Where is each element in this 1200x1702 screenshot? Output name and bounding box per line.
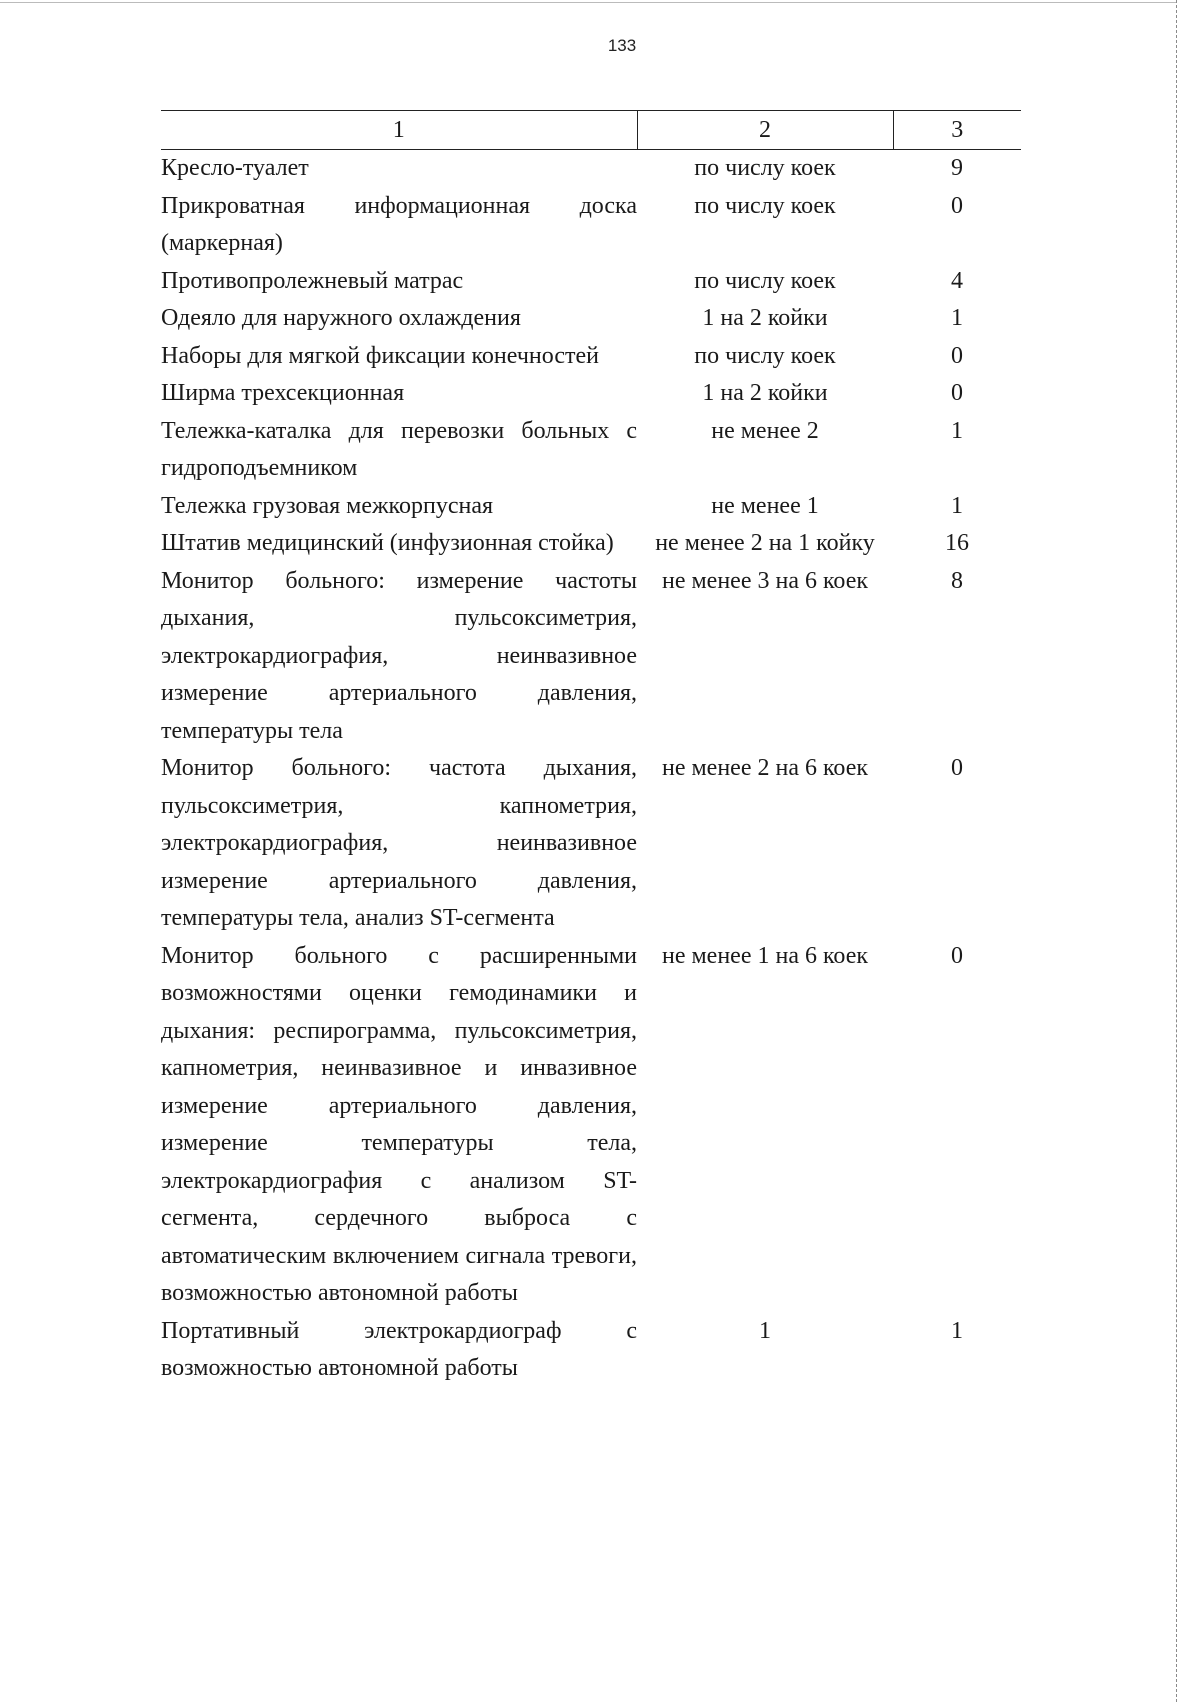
- equipment-name: Штатив медицинский (инфузионная стойка): [161, 530, 614, 556]
- equipment-quantity: 1: [951, 417, 963, 444]
- table-row: [161, 338, 1021, 376]
- equipment-name: Монитор больного: измерение частоты дыхания, пульсоксиметрия, электрокардиография, неинвазивное измерение артериального давления, температуры тела: [161, 567, 637, 744]
- equipment-norm: не менее 1: [711, 492, 819, 519]
- table-row: [161, 263, 1021, 301]
- equipment-norm: 1 на 2 койки: [702, 380, 828, 406]
- equipment-quantity: 16: [945, 530, 969, 556]
- table-row: [161, 1313, 1021, 1388]
- table-row: [161, 938, 1021, 1313]
- equipment-quantity: 1: [951, 492, 963, 519]
- equipment-norm: не менее 2 на 1 койку: [655, 530, 875, 556]
- equipment-name: Монитор больного с расширенными возможностями оценки гемодинамики и дыхания: респирограмма, пульсоксиметрия, капнометрия, неинвазивное и инвазивное измерение артериального давления, измерение температуры тела, электрокардиография с анализом ST-сегмента, сердечного выброса с автоматическим включением сигнала тревоги, возможностью автономной работы: [161, 942, 637, 1306]
- equipment-quantity: 1: [951, 305, 963, 331]
- scan-edge-right: [1176, 0, 1177, 1702]
- column-header: 1: [161, 111, 637, 150]
- table-row: [161, 488, 1021, 526]
- equipment-name: Монитор больного: частота дыхания, пульсоксиметрия, капнометрия, электрокардиография, неинвазивное измерение артериального давления, температуры тела, анализ ST-сегмента: [161, 755, 637, 931]
- table-header-row: [161, 111, 1021, 150]
- equipment-norm: по числу коек: [694, 155, 836, 181]
- equipment-table: [161, 110, 1021, 1388]
- scan-edge-top: [0, 2, 1176, 3]
- table-row: [161, 413, 1021, 488]
- equipment-norm: по числу коек: [694, 342, 836, 369]
- equipment-quantity: 0: [951, 342, 963, 369]
- equipment-quantity: 0: [951, 380, 963, 406]
- equipment-quantity: 0: [951, 755, 963, 781]
- page-number: 133: [607, 36, 637, 55]
- table-row: [161, 150, 1021, 188]
- equipment-name: Противопролежневый матрас: [161, 267, 464, 294]
- equipment-name: Портативный электрокардиограф с возможностью автономной работы: [161, 1317, 637, 1381]
- equipment-norm: по числу коек: [694, 267, 836, 294]
- equipment-norm: по числу коек: [694, 192, 836, 219]
- column-header: 2: [637, 111, 893, 150]
- equipment-name: Тележка грузовая межкорпусная: [161, 492, 494, 519]
- table-row: [161, 375, 1021, 413]
- equipment-norm: не менее 3 на 6 коек: [661, 567, 869, 594]
- equipment-quantity: 4: [951, 267, 963, 294]
- equipment-name: Кресло-туалет: [161, 155, 309, 181]
- equipment-quantity: 8: [951, 567, 963, 594]
- table-row: [161, 750, 1021, 938]
- equipment-quantity: 0: [951, 192, 963, 219]
- equipment-norm: не менее 2: [711, 417, 819, 444]
- equipment-name: Наборы для мягкой фиксации конечностей: [161, 342, 599, 369]
- column-header: 3: [893, 111, 1021, 150]
- table-row: [161, 563, 1021, 751]
- equipment-quantity: 9: [951, 155, 963, 181]
- table-row: [161, 525, 1021, 563]
- equipment-quantity: 0: [951, 942, 963, 969]
- equipment-name: Ширма трехсекционная: [161, 380, 405, 406]
- equipment-norm: не менее 2 на 6 коек: [661, 755, 869, 781]
- table-row: [161, 188, 1021, 263]
- equipment-norm: не менее 1 на 6 коек: [661, 942, 869, 969]
- equipment-norm: 1 на 2 койки: [702, 305, 828, 331]
- equipment-name: Прикроватная информационная доска (маркерная): [161, 192, 637, 256]
- equipment-norm: 1: [759, 1317, 771, 1344]
- equipment-name: Тележка-каталка для перевозки больных с гидроподъемником: [161, 417, 637, 481]
- equipment-quantity: 1: [951, 1317, 963, 1344]
- equipment-name: Одеяло для наружного охлаждения: [161, 305, 521, 331]
- table-row: [161, 300, 1021, 338]
